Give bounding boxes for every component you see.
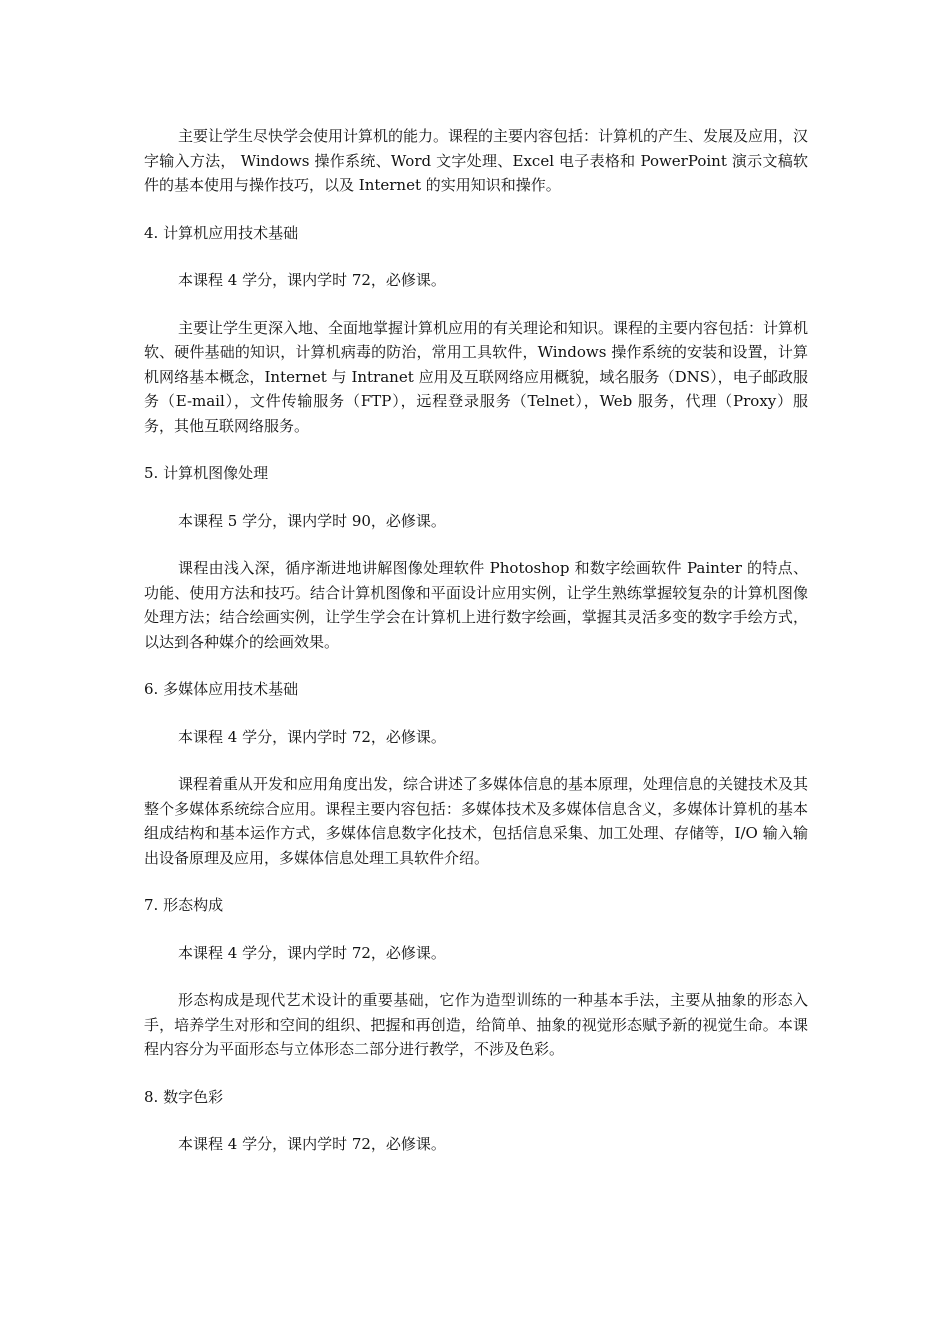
course-6-credits: 本课程 4 学分，课内学时 72，必修课。 xyxy=(178,727,446,746)
course-5-description: 课程由浅入深，循序渐进地讲解图像处理软件 Photoshop 和数字绘画软件 Painter 的特点、功能、使用方法和技巧。结合计算机图像和平面设计应用实例，让学生熟练掌握较复杂的计算机图像处理方法；结合绘画实例，让学生学会在计算机上进行数字绘画，掌握其灵活多变的数字手绘方式，以达到各种媒介的绘画效果。 xyxy=(144,559,808,651)
course-4-description: 主要让学生更深入地、全面地掌握计算机应用的有关理论和知识。课程的主要内容包括：计算机软、硬件基础的知识，计算机病毒的防治，常用工具软件，Windows 操作系统的安装和设置，计算机网络基本概念，Internet 与 Intranet 应用及互联网络应用概貌，域名服务（DNS），电子邮政服务（E-mail），文件传输服务（FTP），远程登录服务（Telnet），Web 服务，代理（Proxy）服务，其他互联网络服务。 xyxy=(144,318,809,435)
document-page xyxy=(144,124,808,1180)
intro-continuation: 主要让学生尽快学会使用计算机的能力。课程的主要内容包括：计算机的产生、发展及应用，汉字输入方法， Windows 操作系统、Word 文字处理、Excel 电子表格和 PowerPoint 演示文稿软件的基本使用与操作技巧，以及 Internet 的实用知识和操作。 xyxy=(144,127,809,194)
course-7-description: 形态构成是现代艺术设计的重要基础，它作为造型训练的一种基本手法，主要从抽象的形态入手，培养学生对形和空间的组织、把握和再创造，给简单、抽象的视觉形态赋予新的视觉生命。本课程内容分为平面形态与立体形态二部分进行教学，不涉及色彩。 xyxy=(144,991,808,1058)
course-8-title: 8. 数字色彩 xyxy=(144,1087,224,1106)
course-4-credits: 本课程 4 学分，课内学时 72，必修课。 xyxy=(178,271,446,289)
course-5-credits: 本课程 5 学分，课内学时 90，必修课。 xyxy=(178,511,446,530)
course-5-title: 5. 计算机图像处理 xyxy=(144,464,269,482)
course-7-title: 7. 形态构成 xyxy=(144,896,224,914)
course-8-credits: 本课程 4 学分，课内学时 72，必修课。 xyxy=(178,1135,446,1153)
course-7-credits: 本课程 4 学分，课内学时 72，必修课。 xyxy=(178,943,446,962)
course-4-title: 4. 计算机应用技术基础 xyxy=(144,223,299,242)
course-6-description: 课程着重从开发和应用角度出发，综合讲述了多媒体信息的基本原理，处理信息的关键技术及其整个多媒体系统综合应用。课程主要内容包括：多媒体技术及多媒体信息含义，多媒体计算机的基本组成结构和基本运作方式，多媒体信息数字化技术，包括信息采集、加工处理、存储等，I/O 输入输出设备原理及应用，多媒体信息处理工具软件介绍。 xyxy=(144,775,809,867)
course-6-title: 6. 多媒体应用技术基础 xyxy=(144,680,299,698)
